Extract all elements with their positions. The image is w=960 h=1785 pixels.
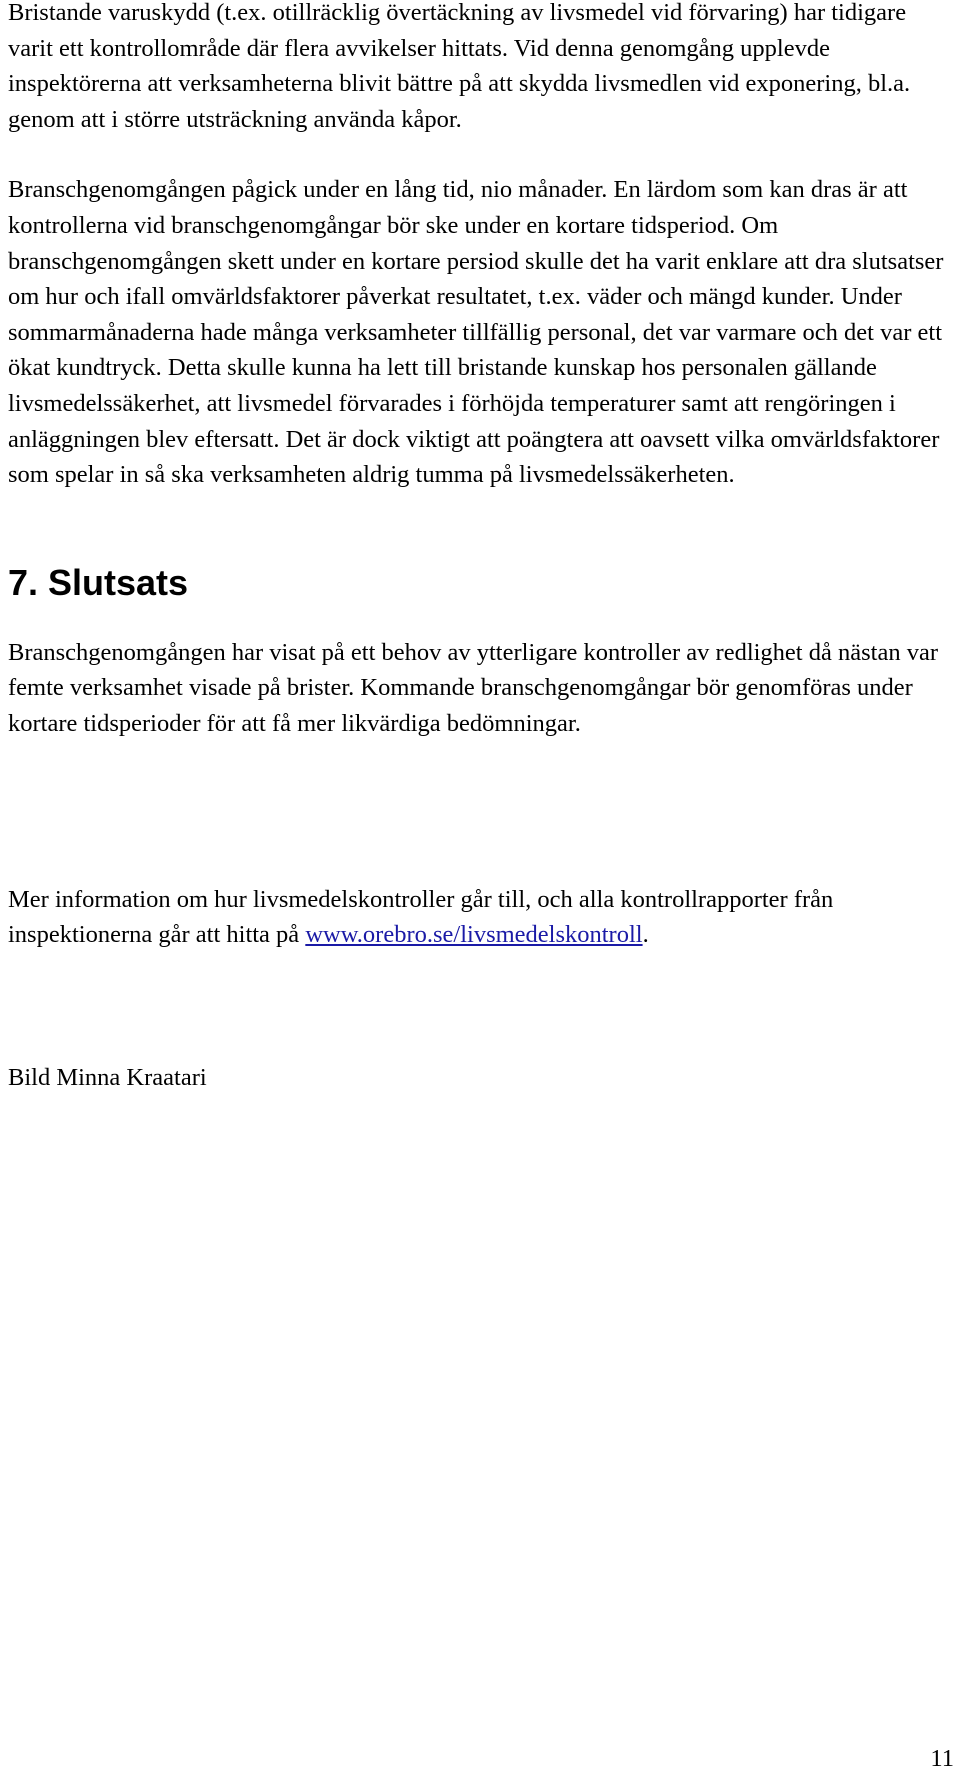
paragraph-conclusion: Branschgenomgången har visat på ett behov av ytterligare kontroller av redlighet då nästan var femte verksamhet visade på brister. Kommande branschgenomgångar bör genomföras under kortare tidsperioder för att få mer likvärdiga bedömningar. (8, 638, 938, 737)
paragraph-varuskydd: Bristande varuskydd (t.ex. otillräcklig övertäckning av livsmedel vid förvaring) har tidigare varit ett kontrollområde där flera avvikelser hittats. Vid denna genomgång upplevde inspektörerna att verksamheterna blivit bättre på att skydda livsmedlen vid exponering, bl.a. genom att i större utsträckning använda kåpor. (8, 0, 911, 133)
paragraph-more-info (8, 882, 948, 953)
section-heading: 7. Slutsats (8, 561, 189, 603)
more-info-text: Mer information om hur livsmedelskontroller går till, och alla kontrollrapporter från inspektionerna går att hitta på (8, 885, 834, 949)
document-page (8, 0, 948, 1095)
livsmedelskontroll-link[interactable]: www.orebro.se/livsmedelskontroll (305, 921, 643, 949)
page-number: 11 (930, 1745, 954, 1772)
photo-credit: Bild Minna Kraatari (8, 1063, 207, 1091)
more-info-end: . (642, 921, 649, 949)
paragraph-branschgenomgang: Branschgenomgången pågick under en lång tid, nio månader. En lärdom som kan dras är att kontrollerna vid branschgenomgångar bör ske under en kortare tidsperiod. Om branschgenomgången skett under en kortare persiod skulle det ha varit enklare att dra slutsatser om hur och ifall omvärldsfaktorer påverkat resultatet, t.ex. väder och mängd kunder. Under sommarmånaderna hade många verksamheter tillfällig personal, det var varmare och det var ett ökat kundtryck. Detta skulle kunna ha lett till bristande kunskap hos personalen gällande livsmedelssäkerhet, att livsmedel förvarades i förhöjda temperaturer samt att rengöringen i anläggningen blev eftersatt. Det är dock viktigt att poängtera att oavsett vilka omvärldsfaktorer som spelar in så ska verksamheten aldrig tumma på livsmedelssäkerheten. (8, 176, 944, 489)
